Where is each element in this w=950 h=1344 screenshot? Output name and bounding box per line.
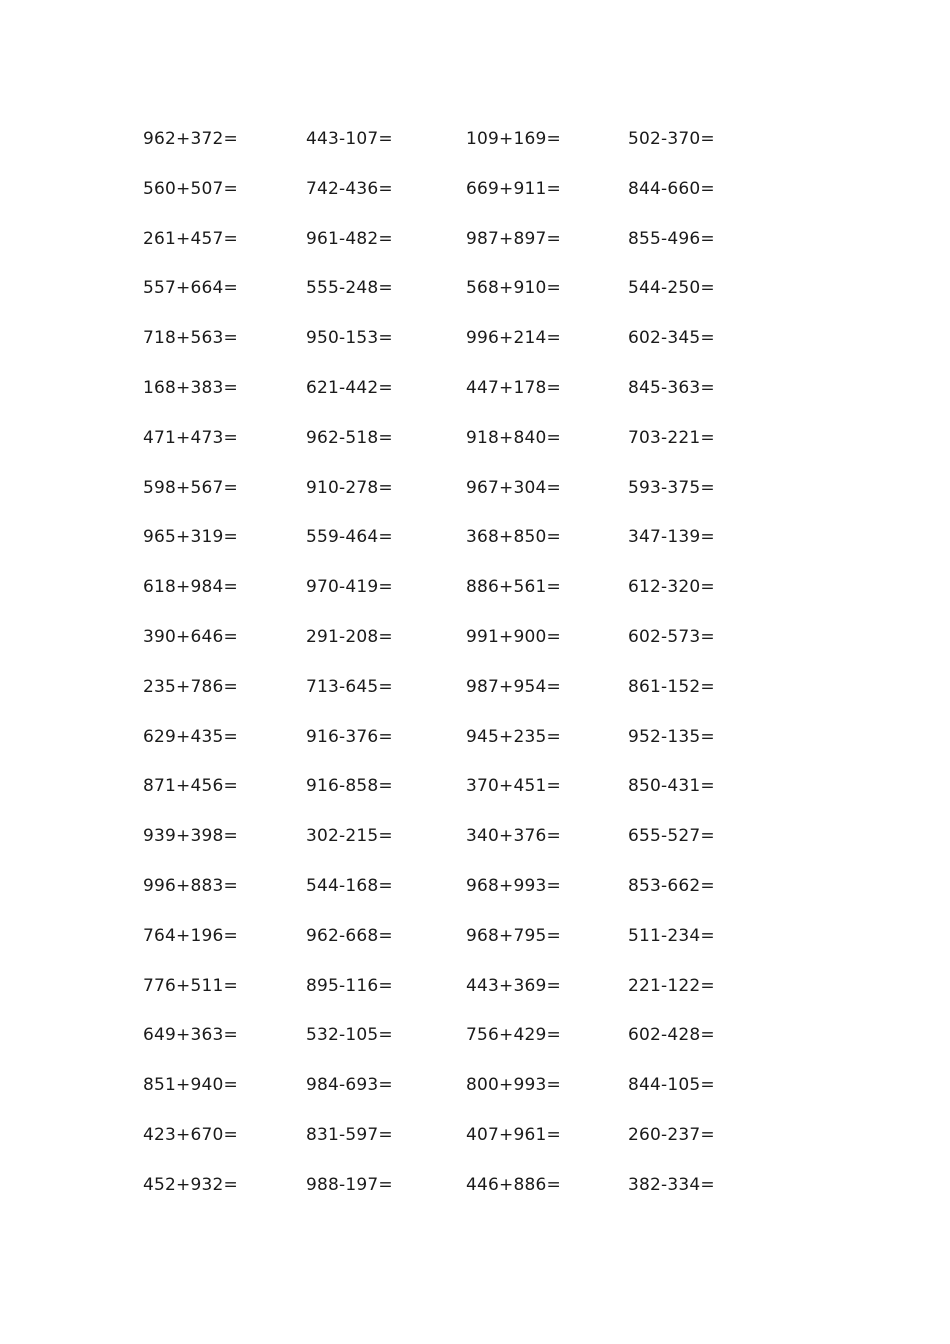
problem-cell: 987+897= — [466, 228, 561, 249]
problem-cell: 718+563= — [143, 328, 238, 349]
problem-cell: 984-693= — [306, 1075, 393, 1096]
problem-cell: 853-662= — [628, 876, 715, 896]
problem-row — [0, 124, 950, 154]
problem-cell: 800+993= — [466, 1075, 561, 1096]
problem-row — [0, 273, 950, 303]
problem-cell: 713-645= — [306, 676, 393, 697]
problem-cell: 845-363= — [628, 378, 715, 398]
problem-cell: 471+473= — [143, 427, 238, 448]
problem-cell: 918+840= — [466, 427, 561, 448]
problem-row — [0, 622, 950, 652]
problem-cell: 961-482= — [306, 228, 393, 249]
problem-row — [0, 821, 950, 851]
problem-row — [0, 1070, 950, 1100]
problem-cell: 871+456= — [143, 776, 238, 797]
problem-cell: 629+435= — [143, 726, 238, 747]
problem-row — [0, 174, 950, 204]
problem-cell: 340+376= — [466, 826, 561, 847]
problem-cell: 776+511= — [143, 975, 238, 996]
problem-cell: 446+886= — [466, 1174, 561, 1195]
problem-cell: 831-597= — [306, 1125, 393, 1145]
problem-row — [0, 224, 950, 254]
problem-cell: 855-496= — [628, 228, 715, 249]
problem-cell: 544-168= — [306, 876, 393, 896]
problem-cell: 109+169= — [466, 129, 561, 149]
problem-cell: 669+911= — [466, 178, 561, 199]
problem-cell: 655-527= — [628, 826, 715, 847]
problem-cell: 987+954= — [466, 676, 561, 697]
problem-row — [0, 373, 950, 403]
problem-cell: 423+670= — [143, 1125, 238, 1145]
problem-row — [0, 871, 950, 901]
problem-cell: 407+961= — [466, 1125, 561, 1145]
problem-cell: 916-376= — [306, 726, 393, 747]
problem-cell: 557+664= — [143, 278, 238, 299]
problem-row — [0, 572, 950, 602]
problem-cell: 621-442= — [306, 378, 393, 398]
problem-cell: 916-858= — [306, 776, 393, 797]
problem-row — [0, 423, 950, 453]
problem-row — [0, 323, 950, 353]
problem-cell: 291-208= — [306, 627, 393, 647]
problem-cell: 895-116= — [306, 975, 393, 996]
problem-cell: 970-419= — [306, 577, 393, 598]
problem-cell: 968+795= — [466, 925, 561, 946]
problem-cell: 443-107= — [306, 129, 393, 149]
problem-cell: 962+372= — [143, 129, 238, 149]
problem-row — [0, 971, 950, 1001]
problem-cell: 844-105= — [628, 1075, 715, 1096]
problem-row — [0, 1170, 950, 1200]
problem-cell: 532-105= — [306, 1025, 393, 1046]
problem-cell: 851+940= — [143, 1075, 238, 1096]
problem-cell: 612-320= — [628, 577, 715, 598]
problem-cell: 602-345= — [628, 328, 715, 349]
problem-cell: 602-573= — [628, 627, 715, 647]
problem-cell: 850-431= — [628, 776, 715, 797]
problem-cell: 649+363= — [143, 1025, 238, 1046]
problem-cell: 939+398= — [143, 826, 238, 847]
problem-cell: 742-436= — [306, 178, 393, 199]
problem-cell: 560+507= — [143, 178, 238, 199]
problem-row — [0, 1020, 950, 1050]
problem-cell: 260-237= — [628, 1125, 715, 1145]
problem-cell: 593-375= — [628, 477, 715, 498]
problem-cell: 962-668= — [306, 925, 393, 946]
problem-cell: 962-518= — [306, 427, 393, 448]
problem-cell: 886+561= — [466, 577, 561, 598]
problem-cell: 602-428= — [628, 1025, 715, 1046]
problem-cell: 756+429= — [466, 1025, 561, 1046]
problem-cell: 952-135= — [628, 726, 715, 747]
problem-cell: 598+567= — [143, 477, 238, 498]
problem-row — [0, 1120, 950, 1150]
problem-cell: 950-153= — [306, 328, 393, 349]
problem-cell: 559-464= — [306, 527, 393, 548]
problem-cell: 945+235= — [466, 726, 561, 747]
problem-cell: 618+984= — [143, 577, 238, 598]
problem-cell: 370+451= — [466, 776, 561, 797]
problem-row — [0, 722, 950, 752]
problem-row — [0, 522, 950, 552]
problem-cell: 221-122= — [628, 975, 715, 996]
problem-cell: 390+646= — [143, 627, 238, 647]
problem-cell: 261+457= — [143, 228, 238, 249]
problem-cell: 347-139= — [628, 527, 715, 548]
problem-cell: 511-234= — [628, 925, 715, 946]
problem-cell: 368+850= — [466, 527, 561, 548]
problem-row — [0, 672, 950, 702]
problem-cell: 968+993= — [466, 876, 561, 896]
problem-cell: 544-250= — [628, 278, 715, 299]
problem-cell: 996+214= — [466, 328, 561, 349]
problem-cell: 302-215= — [306, 826, 393, 847]
problem-cell: 967+304= — [466, 477, 561, 498]
problem-cell: 861-152= — [628, 676, 715, 697]
problem-row — [0, 473, 950, 503]
problem-cell: 764+196= — [143, 925, 238, 946]
problem-cell: 568+910= — [466, 278, 561, 299]
problem-cell: 382-334= — [628, 1174, 715, 1195]
problem-row — [0, 921, 950, 951]
problem-cell: 168+383= — [143, 378, 238, 398]
problem-cell: 910-278= — [306, 477, 393, 498]
problem-cell: 703-221= — [628, 427, 715, 448]
problem-cell: 502-370= — [628, 129, 715, 149]
problem-cell: 991+900= — [466, 627, 561, 647]
problem-cell: 235+786= — [143, 676, 238, 697]
problem-cell: 555-248= — [306, 278, 393, 299]
problem-cell: 988-197= — [306, 1174, 393, 1195]
problem-cell: 447+178= — [466, 378, 561, 398]
problem-cell: 965+319= — [143, 527, 238, 548]
problem-cell: 844-660= — [628, 178, 715, 199]
problem-row — [0, 771, 950, 801]
problem-cell: 996+883= — [143, 876, 238, 896]
problem-cell: 452+932= — [143, 1174, 238, 1195]
problem-cell: 443+369= — [466, 975, 561, 996]
